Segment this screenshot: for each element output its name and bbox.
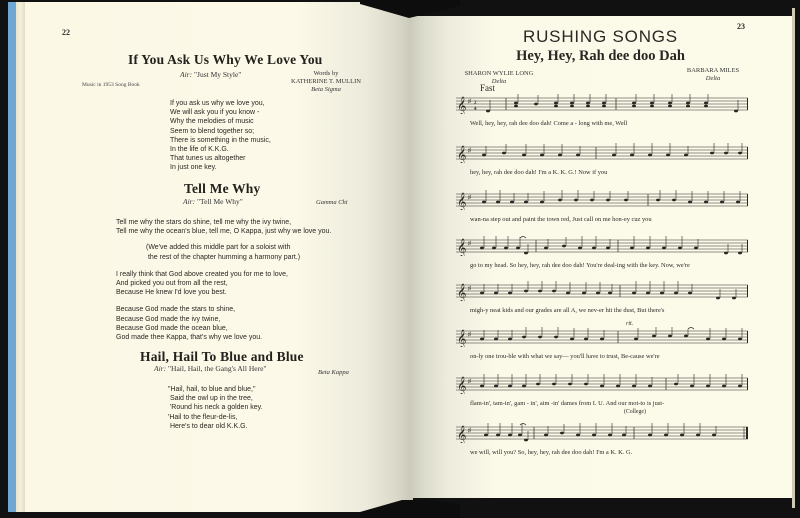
- air-label: Air:: [180, 70, 193, 79]
- song-credit: [318, 369, 349, 377]
- lyrics-line: Well, hey, hey, rah dee doo dah! Come a - long with me, Well: [470, 120, 628, 127]
- lyric-line: Tell me why the stars do shine, tell me why the ivy twine,: [116, 219, 292, 226]
- composer-chapter: Delta: [491, 78, 507, 85]
- staff-lines-icon: [456, 327, 748, 347]
- song-air: [183, 197, 243, 206]
- composer-name: SHARON WYLIE LONG: [464, 70, 534, 77]
- song-lyrics-tell-me-why: [116, 218, 331, 350]
- lyric-line: Why the melodies of music: [170, 118, 254, 126]
- svg-text:♯: ♯: [468, 286, 471, 292]
- tempo-marking: Fast: [480, 83, 496, 93]
- chapter-name: Beta Sigma: [311, 86, 341, 93]
- chapter-name: Beta Kappa: [318, 369, 349, 376]
- stanza: [170, 99, 271, 173]
- svg-text:♯: ♯: [468, 332, 471, 338]
- right-page-edge: [792, 8, 795, 508]
- lyric-line: Tell me why the ocean's blue, tell me, O Kappa, just why we love you.: [116, 228, 332, 236]
- music-system-5: [456, 281, 748, 327]
- air-tune: "Just My Style": [193, 70, 242, 79]
- lyric-line: Because God made the stars to shine,: [116, 306, 236, 314]
- chapter-name: Gamma Chi: [316, 199, 348, 206]
- song-lyrics-if-you-ask-us: [170, 99, 271, 181]
- svg-text:𝄞: 𝄞: [457, 238, 467, 256]
- svg-text:♯: ♯: [468, 428, 471, 434]
- svg-text:♯: ♯: [468, 148, 471, 154]
- lyrics-line: on-ly one trou-ble with what we say— you'll have to trust, Be-cause we're: [470, 353, 660, 360]
- music-system-2: [456, 143, 748, 189]
- staff: [456, 423, 748, 443]
- song-title-hail-hail: Hail, Hail To Blue and Blue: [140, 349, 304, 364]
- lyrics-sub-note: (College): [624, 409, 646, 415]
- page-number-left: 22: [62, 28, 70, 37]
- song-lyrics-hail-hail: [168, 385, 263, 439]
- composer-name: BARBARA MILES: [686, 67, 740, 74]
- staff-lines-icon: [456, 143, 748, 163]
- composer-left: [454, 70, 544, 86]
- lyric-line: Because He knew I'd love you best.: [116, 289, 227, 297]
- svg-text:𝄞: 𝄞: [457, 283, 467, 301]
- source-note: Music in 1953 Song Book: [82, 82, 140, 88]
- staff: [456, 281, 748, 301]
- page-number-right: 23: [737, 22, 745, 31]
- stanza: [116, 305, 331, 342]
- staff: [456, 374, 748, 394]
- svg-text:𝄞: 𝄞: [457, 376, 467, 394]
- lyric-line: Because God made the ocean blue,: [116, 324, 228, 332]
- music-system-8: [456, 423, 748, 469]
- music-system-7: [456, 374, 748, 420]
- spine-top-shadow: [360, 0, 460, 18]
- lyrics-line: we will, will you? So, hey, hey, rah dee doo dah! I'm a K. K. G.: [470, 449, 633, 456]
- song-title-tell-me-why: Tell Me Why: [184, 181, 261, 196]
- lyrics-line: go to my head. So hey, hey, rah dee doo dah! You're deal-ing with the key. Now, we're: [470, 262, 690, 269]
- music-title: Hey, Hey, Rah dee doo Dah: [516, 48, 685, 64]
- ritardando-marking: rit.: [626, 321, 634, 327]
- lyric-line: Seem to blend together so;: [170, 127, 255, 135]
- staff-lines-icon: [456, 236, 748, 256]
- lyric-line: (We've added this middle part for a soloist with: [146, 244, 291, 252]
- staff: [456, 190, 748, 210]
- composer-chapter: Delta: [705, 75, 721, 82]
- staff-lines-icon: [456, 423, 748, 443]
- air-tune: "Hail, Hail, the Gang's All Here": [167, 364, 267, 373]
- music-system-3: [456, 190, 748, 236]
- lyrics-line: wan-na step out and paint the town red, Just call on me hon-ey cuz you: [470, 216, 652, 223]
- svg-text:♯: ♯: [468, 195, 471, 201]
- svg-text:𝄞: 𝄞: [457, 329, 467, 347]
- song-air: [154, 364, 266, 373]
- music-system-6: [456, 321, 748, 373]
- music-system-4: [456, 236, 748, 282]
- song-credit: [270, 70, 382, 94]
- stanza: [116, 270, 331, 298]
- section-title: RUSHING SONGS: [523, 27, 678, 46]
- air-label: Air:: [183, 197, 196, 206]
- lyric-line: In the life of K.K.G.: [170, 146, 229, 154]
- stanza: [116, 218, 331, 236]
- song-air: [180, 70, 241, 79]
- svg-text:4: 4: [474, 107, 477, 112]
- svg-text:𝄞: 𝄞: [457, 145, 467, 163]
- staff: [456, 94, 748, 114]
- page-stack-edge: [16, 2, 25, 512]
- lyric-line: "Hail, hail, to blue and blue,": [168, 386, 256, 393]
- lyric-line: Here's to dear old K.K.G.: [168, 422, 248, 430]
- song-credit: [316, 199, 348, 207]
- staff-lines-icon: [456, 94, 748, 114]
- lyric-line: God made thee Kappa, that's why we love you.: [116, 334, 263, 342]
- author-name: KATHERINE T. MULLIN: [291, 78, 361, 85]
- lyric-line: We will ask you if you know -: [170, 109, 260, 117]
- stanza-note: [116, 243, 331, 261]
- lyric-line: I really think that God above created you for me to love,: [116, 270, 288, 278]
- staff-lines-icon: [456, 281, 748, 301]
- stanza: [168, 385, 263, 431]
- staff: [456, 327, 748, 347]
- lyric-line: And picked you out from all the rest,: [116, 280, 228, 288]
- svg-text:𝄞: 𝄞: [457, 192, 467, 210]
- staff-lines-icon: [456, 190, 748, 210]
- svg-text:𝄞: 𝄞: [457, 96, 467, 114]
- lyric-line: That tunes us altogether: [170, 155, 246, 163]
- lyrics-line: flam-in', tam-in', gam - in', aim -in' dames from I. U. And our mot-to is just-: [470, 400, 665, 407]
- song-title-if-you-ask-us: If You Ask Us Why We Love You: [128, 52, 323, 67]
- air-label: Air:: [154, 364, 167, 373]
- lyric-line: There is something in the music,: [170, 136, 271, 144]
- lyric-line: Because God made the ivy twine,: [116, 315, 221, 323]
- lyric-line: If you ask us why we love you,: [170, 100, 265, 107]
- svg-text:♯: ♯: [468, 379, 471, 385]
- air-tune: "Tell Me Why": [196, 197, 243, 206]
- svg-text:♯: ♯: [468, 99, 471, 105]
- lyric-line: Said the owl up in the tree,: [168, 395, 253, 403]
- spine-bottom-shadow: [360, 500, 460, 518]
- svg-text:𝄞: 𝄞: [457, 425, 467, 443]
- lyric-line: 'Round his neck a golden key.: [168, 404, 263, 412]
- svg-text:♯: ♯: [468, 241, 471, 247]
- lyric-line: 'Hail to the fleur-de-lis,: [168, 413, 238, 421]
- lyrics-line: hey, hey, rah dee doo dah! I'm a K. K. G.! Now if you: [470, 169, 608, 176]
- staff-lines-icon: [456, 374, 748, 394]
- composer-right: [678, 67, 748, 83]
- lyric-line: the rest of the chapter humming a harmony part.): [146, 253, 301, 261]
- lyric-line: In just one key.: [170, 164, 217, 172]
- staff: [456, 143, 748, 163]
- staff: [456, 236, 748, 256]
- svg-text:2: 2: [474, 101, 477, 106]
- blue-cover-edge: [8, 2, 16, 512]
- music-system-1: [456, 94, 748, 140]
- lyrics-line: migh-y neat kids and our grades are all A, we nev-er hit the dust, But there's: [470, 307, 665, 314]
- credit-prefix: Words by: [313, 70, 339, 77]
